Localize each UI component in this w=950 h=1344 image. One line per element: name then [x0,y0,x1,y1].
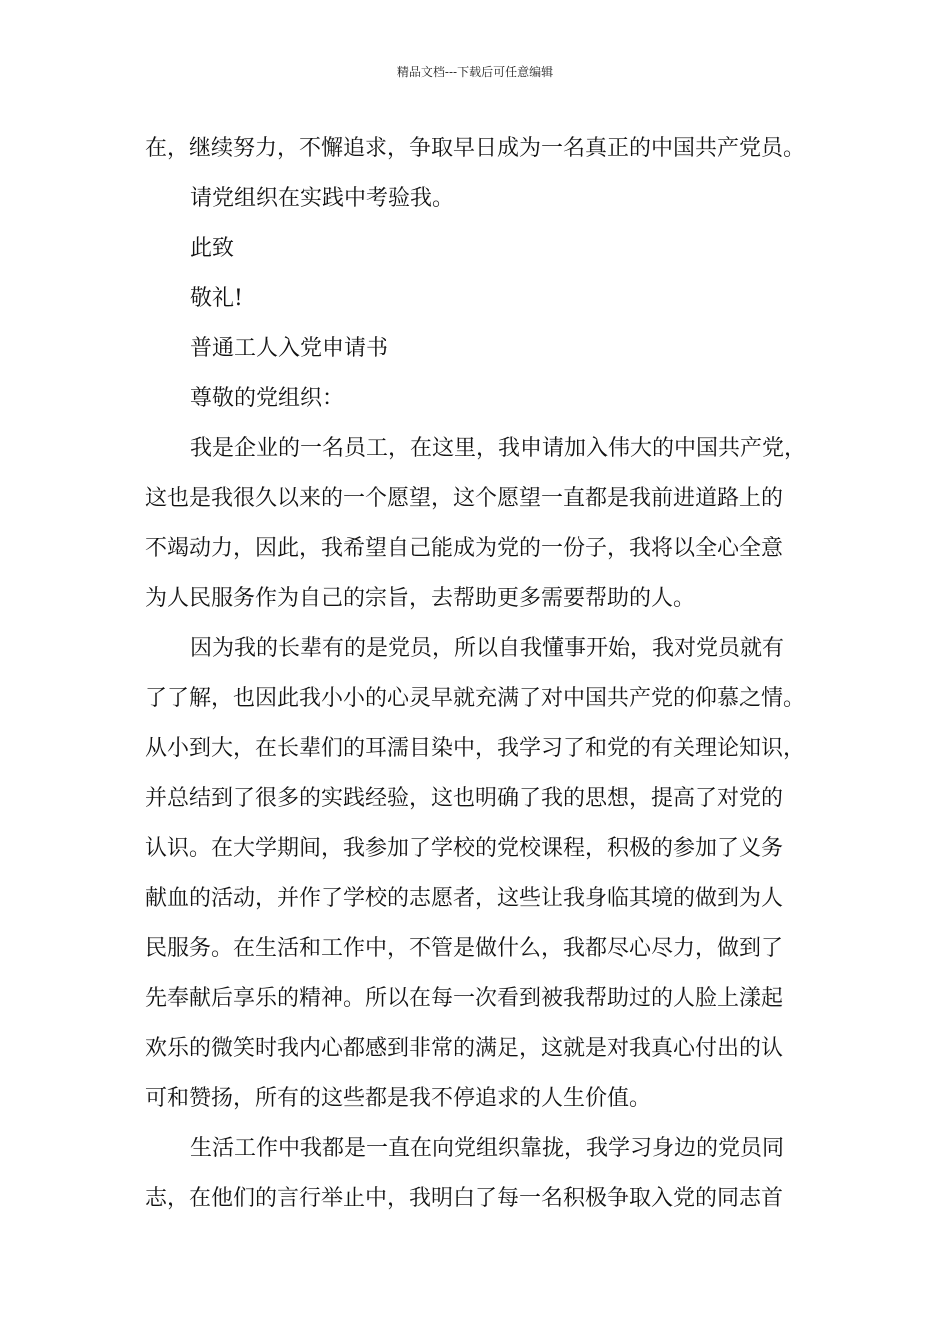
paragraph-line: 生活工作中我都是一直在向党组织靠拢，我学习身边的党员同 [190,1136,785,1161]
paragraph-line: 民服务。在生活和工作中，不管是做什么，我都尽心尽力，做到了 [145,936,784,961]
paragraph-line: 了了解，也因此我小小的心灵早就充满了对中国共产党的仰慕之情。 [145,686,806,711]
paragraph-line: 请党组织在实践中考验我。 [190,186,455,211]
greeting-line: 尊敬的党组织： [190,386,345,411]
salutation-line: 敬礼! [190,286,243,311]
paragraph-line: 并总结到了很多的实践经验，这也明确了我的思想，提高了对党的 [145,786,784,811]
paragraph-line: 献血的活动，并作了学校的志愿者，这些让我身临其境的做到为人 [145,886,784,911]
section-title: 普通工人入党申请书 [190,336,389,361]
paragraph-line: 志，在他们的言行举止中，我明白了每一名积极争取入党的同志首 [145,1186,784,1211]
paragraph-line: 为人民服务作为自己的宗旨，去帮助更多需要帮助的人。 [145,586,696,611]
paragraph-line: 我是企业的一名员工，在这里，我申请加入伟大的中国共产党， [190,436,807,461]
paragraph-line: 这也是我很久以来的一个愿望，这个愿望一直都是我前进道路上的 [145,486,784,511]
paragraph-line: 欢乐的微笑时我内心都感到非常的满足，这就是对我真心付出的认 [145,1036,784,1061]
paragraph-line: 认识。在大学期间，我参加了学校的党校课程，积极的参加了义务 [145,836,784,861]
paragraph-line: 从小到大，在长辈们的耳濡目染中，我学习了和党的有关理论知识， [145,736,806,761]
salutation-line: 此致 [190,236,235,261]
paragraph-line: 在，继续努力，不懈追求，争取早日成为一名真正的中国共产党员。 [145,136,806,161]
paragraph-line: 先奉献后享乐的精神。所以在每一次看到被我帮助过的人脸上漾起 [145,986,784,1011]
paragraph-line: 不竭动力，因此，我希望自己能成为党的一份子，我将以全心全意 [145,536,784,561]
document-body [145,124,825,1224]
page-header: 精品文档---下载后可任意编辑 [396,65,554,79]
paragraph-line: 可和赞扬，所有的这些都是我不停追求的人生价值。 [145,1086,652,1111]
paragraph-line: 因为我的长辈有的是党员，所以自我懂事开始，我对党员就有 [190,636,785,661]
